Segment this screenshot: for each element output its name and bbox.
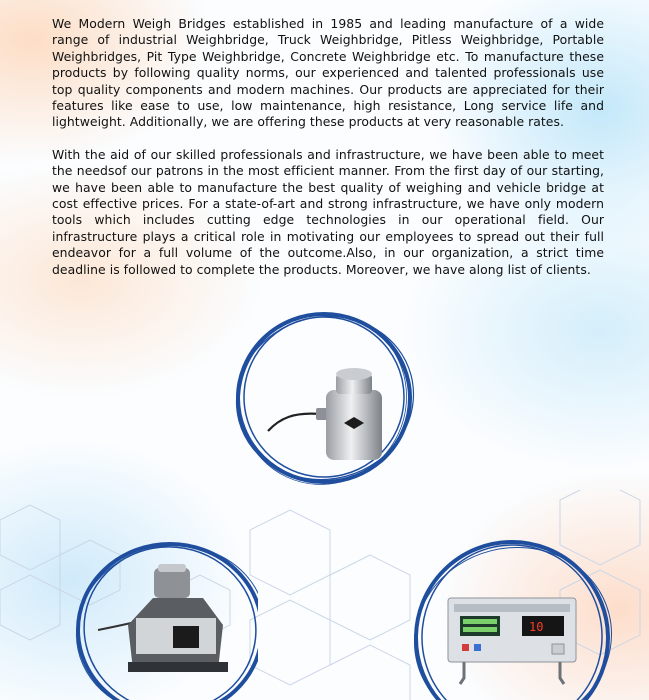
load-cell-product-image — [232, 308, 418, 488]
blue-swirl-ring — [232, 308, 418, 488]
weighing-indicator-image — [404, 532, 614, 700]
shear-beam-load-cell-image — [58, 530, 258, 700]
company-description — [52, 16, 604, 294]
description-paragraph-2: With the aid of our skilled professionals and infrastructure, we have been able to meet the needsof our patrons in the most efficient manner. From the first day of our starting, we have been able to manufacture the best quality of weighing and vehicle bridge at cost effective prices. For a state-of-art and strong infrastructure, we have only modern tools which includes cutting edge technologies in our operational field. Our infrastructure plays a critical role in motivating our employees to spread out their full endeavor for a full volume of the outcome.Also, in our organization, a strict time deadline is followed to complete the products. Moreover, we have along list of clients. — [52, 146, 604, 277]
description-paragraph-1: We Modern Weigh Bridges established in 1985 and leading manufacture of a wide range of industrial Weighbridge, Truck Weighbridge, Pitless Weighbridge, Portable Weighbridges, Pit Type Weighbridge, Concrete Weighbridge etc. To manufacture these products by following quality norms, our experienced and talented professionals use top quality components and modern machines. Our products are appreciated for their features like ease to use, low maintenance, high resistance, Long service life and lightweight. Additionally, we are offering these products at very reasonable rates. — [52, 16, 604, 130]
indicator-display-value: 10 — [529, 620, 544, 634]
